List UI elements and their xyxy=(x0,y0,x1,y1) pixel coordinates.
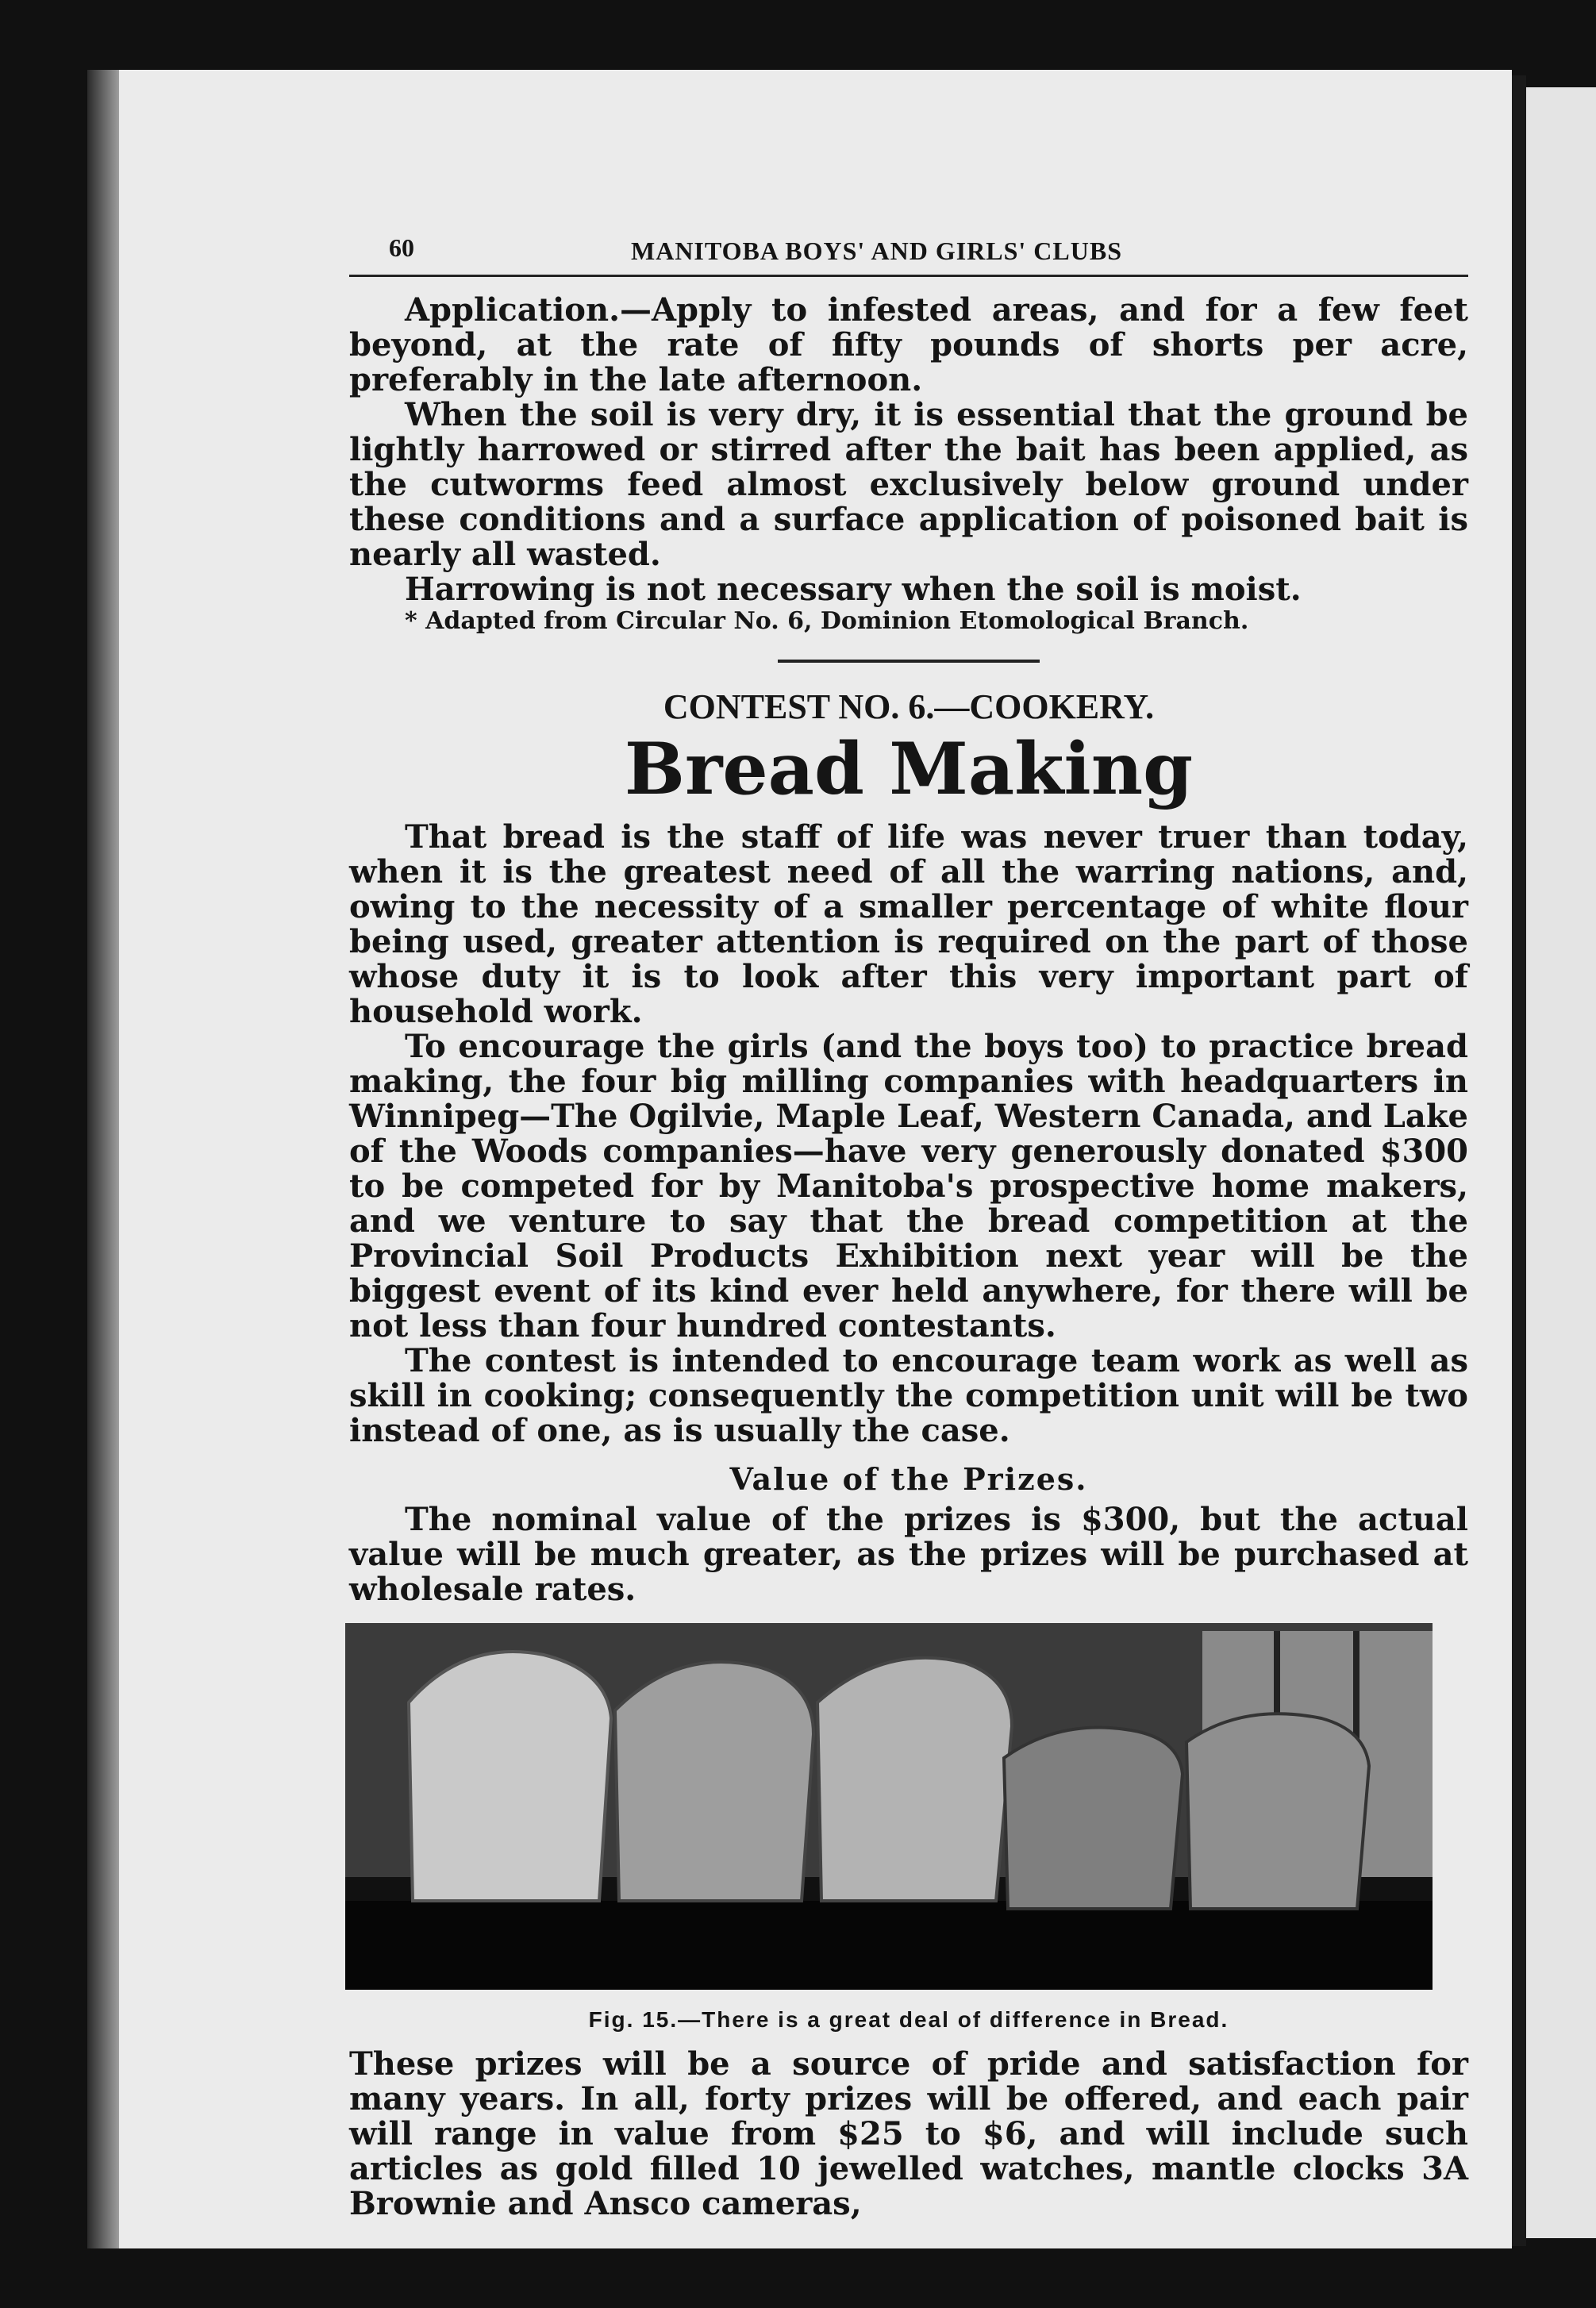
page-content xyxy=(349,230,1468,2221)
section-title: Bread Making xyxy=(624,727,1194,811)
facing-page-edge xyxy=(1526,87,1596,2238)
paragraph-harrowing: Harrowing is not necessary when the soil is moist. xyxy=(405,571,1302,608)
footnote: * Adapted from Circular No. 6, Dominion Etomological Branch. xyxy=(405,607,1249,635)
paragraph-dry-soil: When the soil is very dry, it is essential that the ground be lightly harrowed or stirred after the bait has been applied, as the cutworms feed almost exclusively below ground under these conditions and a surface application of poisoned bait is nearly all wasted. xyxy=(349,396,1468,573)
application-paragraph xyxy=(349,293,1468,398)
figure-caption: Fig. 15.—There is a great deal of difference in Bread. xyxy=(588,2007,1229,2032)
bread-loaves-photo xyxy=(345,1623,1433,1990)
paragraph-milling-companies: To encourage the girls (and the boys too) to practice bread making, the four big milling companies with headquarters in Winnipeg—The Ogilvie, Maple Leaf, Western Canada, and Lake of the Woods companies—have very generously donated $300 to be competed for by Manitoba's prospective home makers, and we venture to say that the bread competition at the Provincial Soil Products Exhibition next year will be the biggest event of its kind ever held anywhere, for there will be not less than four hundred contestants. xyxy=(349,1028,1468,1344)
application-text: —Apply to infested areas, and for a few feet beyond, at the rate of fifty pounds of shorts per acre, preferably in the late afternoon. xyxy=(349,291,1468,398)
contest-heading: CONTEST NO. 6.—COOKERY. xyxy=(663,687,1155,726)
page-number: 60 xyxy=(389,233,414,262)
running-header xyxy=(349,230,1468,277)
paragraph-team-work: The contest is intended to encourage team work as well as skill in cooking; consequently the competition unit will be two instead of one, as is usually the case. xyxy=(349,1342,1468,1449)
page-gutter xyxy=(1512,75,1526,2246)
section-divider xyxy=(778,660,1040,663)
paragraph-prizes-pride: These prizes will be a source of pride and satisfaction for many years. In all, forty prizes will be offered, and each pair will range in value from $25 to $6, and will include such articles as gold filled 10 jewelled watches, mantle clocks 3A Brownie and Ansco cameras, xyxy=(349,2045,1468,2222)
prizes-heading: Value of the Prizes. xyxy=(729,1461,1088,1497)
paragraph-staff-of-life: That bread is the staff of life was never truer than today, when it is the greatest need of all the warring nations, and, owing to the necessity of a smaller percentage of white flour being used, greater attention is required on the part of those whose duty it is to look after this very important part of household work. xyxy=(349,818,1468,1030)
paragraph-prize-value: The nominal value of the prizes is $300, but the actual value will be much greater, as the prizes will be purchased at wholesale rates. xyxy=(349,1501,1468,1608)
bread-loaves-illustration xyxy=(345,1623,1433,1990)
application-label: Application. xyxy=(405,291,620,329)
running-title: MANITOBA BOYS' AND GIRLS' CLUBS xyxy=(631,237,1122,265)
